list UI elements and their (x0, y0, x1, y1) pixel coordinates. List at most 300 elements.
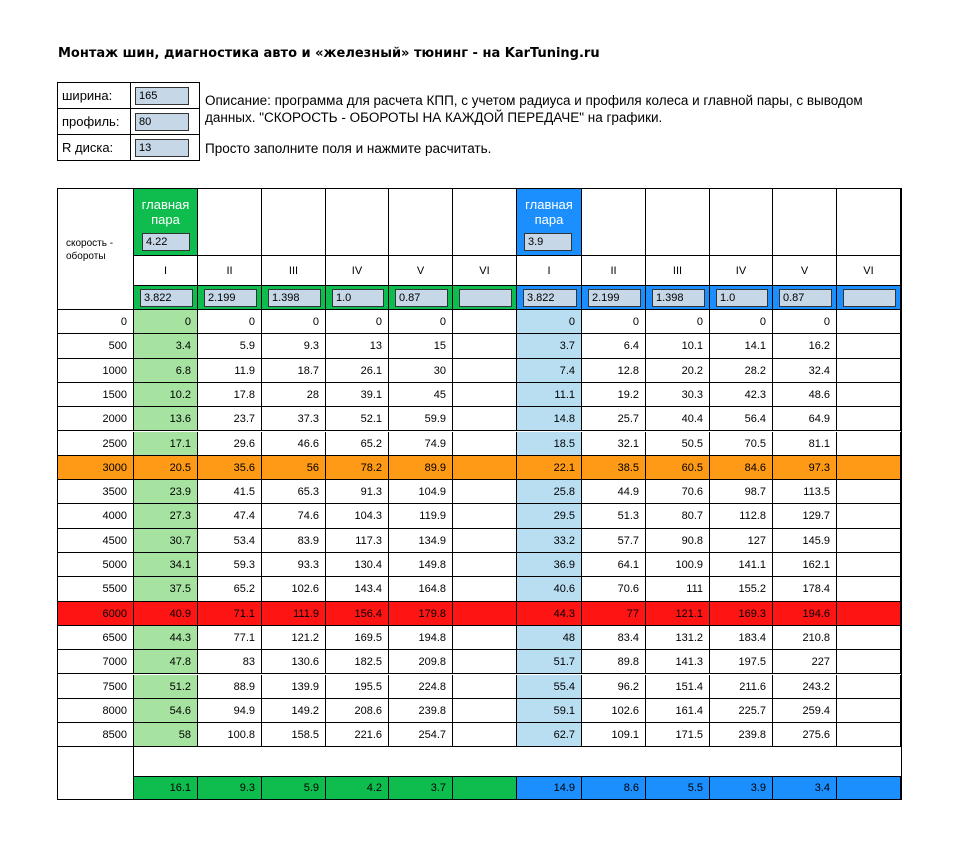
speed-cell: 275.6 (773, 723, 837, 747)
rpm-cell: 3000 (58, 456, 134, 480)
speed-cell: 55.4 (517, 675, 582, 699)
speed-cell (837, 699, 901, 723)
speed-cell: 56.4 (710, 407, 773, 431)
speed-cell: 65.2 (198, 577, 262, 601)
speed-cell: 119.9 (389, 504, 453, 528)
speed-cell: 32.1 (582, 432, 646, 456)
speed-cell: 224.8 (389, 675, 453, 699)
gear-label-VI: VI (837, 256, 901, 286)
speed-cell: 143.4 (326, 577, 389, 601)
profile-input[interactable]: 80 (135, 113, 189, 131)
speed-cell: 52.1 (326, 407, 389, 431)
speed-cell: 25.7 (582, 407, 646, 431)
footer-step-cell: 3.9 (710, 776, 773, 799)
rpm-cell: 4500 (58, 529, 134, 553)
gear-label-V: V (773, 256, 837, 286)
speed-cell (837, 723, 901, 747)
speed-cell: 164.8 (389, 577, 453, 601)
speed-cell: 44.3 (517, 602, 582, 626)
gear-label-IV: IV (326, 256, 389, 286)
gear-ratio-input[interactable]: 0.87 (779, 289, 832, 307)
gear-ratio-input[interactable]: 1.0 (716, 289, 768, 307)
speed-cell: 74.9 (389, 432, 453, 456)
width-label: ширина: (58, 83, 131, 109)
gear-label-I: I (134, 256, 198, 286)
gear-label-I: I (517, 256, 582, 286)
right-main-pair-input[interactable]: 3.9 (524, 233, 572, 251)
speed-cell: 32.4 (773, 359, 837, 383)
speed-cell (453, 553, 517, 577)
speed-cell: 239.8 (389, 699, 453, 723)
speed-cell: 20.5 (134, 456, 198, 480)
left-main-pair-input[interactable]: 4.22 (142, 233, 190, 251)
speed-cell: 3.4 (134, 334, 198, 358)
speed-cell: 84.6 (710, 456, 773, 480)
speed-cell: 44.3 (134, 626, 198, 650)
speed-cell: 197.5 (710, 650, 773, 674)
speed-cell: 0 (517, 310, 582, 334)
gear-ratio-input[interactable] (843, 289, 896, 307)
speed-cell: 59.1 (517, 699, 582, 723)
speed-cell: 47.4 (198, 504, 262, 528)
header-empty-cell (582, 189, 646, 256)
instruction-text: Просто заполните поля и нажмите расчитать. (205, 141, 492, 156)
speed-cell: 97.3 (773, 456, 837, 480)
speed-cell: 11.9 (198, 359, 262, 383)
speed-cell: 239.8 (710, 723, 773, 747)
profile-label: профиль: (58, 109, 131, 135)
speed-cell: 29.6 (198, 432, 262, 456)
speed-cell: 23.7 (198, 407, 262, 431)
speed-cell: 51.2 (134, 675, 198, 699)
speed-cell: 134.9 (389, 529, 453, 553)
speed-cell: 50.5 (646, 432, 710, 456)
footer-step-cell: 4.2 (326, 776, 389, 799)
corner-label: скорость - обороты (66, 238, 114, 262)
speed-cell (837, 529, 901, 553)
speed-cell: 18.7 (262, 359, 326, 383)
speed-cell: 149.8 (389, 553, 453, 577)
speed-cell (837, 432, 901, 456)
speed-cell: 94.9 (198, 699, 262, 723)
speed-cell: 17.1 (134, 432, 198, 456)
param-row-profile (58, 109, 200, 135)
gear-ratio-input[interactable]: 2.199 (204, 289, 257, 307)
param-row-width (58, 83, 200, 109)
speed-cell: 40.6 (517, 577, 582, 601)
speed-cell (837, 577, 901, 601)
speed-cell: 81.1 (773, 432, 837, 456)
speed-cell: 15 (389, 334, 453, 358)
rpm-cell: 0 (58, 310, 134, 334)
param-row-rim (58, 135, 200, 161)
speed-cell: 169.3 (710, 602, 773, 626)
speed-cell: 100.9 (646, 553, 710, 577)
speed-cell: 37.3 (262, 407, 326, 431)
speed-cell (837, 456, 901, 480)
speed-cell: 179.8 (389, 602, 453, 626)
speed-cell: 33.2 (517, 529, 582, 553)
speed-cell: 129.7 (773, 504, 837, 528)
speed-cell: 131.2 (646, 626, 710, 650)
rpm-cell: 5500 (58, 577, 134, 601)
speed-cell: 0 (582, 310, 646, 334)
rpm-cell: 6500 (58, 626, 134, 650)
speed-cell: 12.8 (582, 359, 646, 383)
speed-cell: 89.8 (582, 650, 646, 674)
speed-cell: 77 (582, 602, 646, 626)
speed-cell (837, 650, 901, 674)
speed-cell: 39.1 (326, 383, 389, 407)
rpm-cell: 8000 (58, 699, 134, 723)
speed-cell: 83.9 (262, 529, 326, 553)
gear-ratio-input[interactable]: 1.398 (268, 289, 321, 307)
speed-cell: 91.3 (326, 480, 389, 504)
speed-cell: 54.6 (134, 699, 198, 723)
speed-cell: 30.7 (134, 529, 198, 553)
speed-cell (837, 383, 901, 407)
speed-cell (453, 675, 517, 699)
speed-cell: 78.2 (326, 456, 389, 480)
gear-ratio-input[interactable]: 1.398 (652, 289, 705, 307)
speed-cell: 40.9 (134, 602, 198, 626)
gear-ratio-input[interactable]: 3.822 (523, 289, 577, 307)
speed-cell: 38.5 (582, 456, 646, 480)
speed-cell: 27.3 (134, 504, 198, 528)
speed-cell: 98.7 (710, 480, 773, 504)
rpm-cell: 6000 (58, 602, 134, 626)
speed-cell: 6.8 (134, 359, 198, 383)
speed-cell: 117.3 (326, 529, 389, 553)
footer-step-cell: 14.9 (517, 776, 582, 799)
speed-cell: 0 (773, 310, 837, 334)
speed-cell: 141.1 (710, 553, 773, 577)
speed-cell: 60.5 (646, 456, 710, 480)
speed-cell: 243.2 (773, 675, 837, 699)
speed-cell: 130.4 (326, 553, 389, 577)
speed-cell (837, 334, 901, 358)
gear-label-VI: VI (453, 256, 517, 286)
speed-cell (837, 553, 901, 577)
speed-cell: 221.6 (326, 723, 389, 747)
speed-cell: 59.3 (198, 553, 262, 577)
speed-cell: 194.8 (389, 626, 453, 650)
speed-cell (453, 626, 517, 650)
speed-cell (453, 310, 517, 334)
speed-cell (453, 529, 517, 553)
speed-cell: 111 (646, 577, 710, 601)
speed-cell: 37.5 (134, 577, 198, 601)
rim-label: R диска: (58, 135, 131, 161)
speed-cell: 111.9 (262, 602, 326, 626)
speed-cell: 209.8 (389, 650, 453, 674)
speed-cell: 71.1 (198, 602, 262, 626)
speed-cell: 65.2 (326, 432, 389, 456)
header-empty-cell (326, 189, 389, 256)
corner-label-cell (58, 189, 134, 310)
footer-step-cell: 16.1 (134, 776, 198, 799)
main-pair-label: главная пара (525, 197, 573, 227)
speed-cell: 141.3 (646, 650, 710, 674)
speed-cell: 7.4 (517, 359, 582, 383)
speed-cell: 161.4 (646, 699, 710, 723)
speed-cell (453, 456, 517, 480)
speed-cell: 62.7 (517, 723, 582, 747)
speed-cell: 70.5 (710, 432, 773, 456)
speed-cell: 77.1 (198, 626, 262, 650)
speed-cell: 44.9 (582, 480, 646, 504)
footer-step-cell: 3.4 (773, 776, 837, 799)
speed-cell: 13.6 (134, 407, 198, 431)
speed-cell: 112.8 (710, 504, 773, 528)
speed-cell: 194.6 (773, 602, 837, 626)
gear-label-II: II (198, 256, 262, 286)
speed-cell: 0 (646, 310, 710, 334)
speed-cell: 6.4 (582, 334, 646, 358)
speed-cell: 158.5 (262, 723, 326, 747)
speed-cell: 18.5 (517, 432, 582, 456)
speed-cell: 17.8 (198, 383, 262, 407)
speed-cell: 227 (773, 650, 837, 674)
speed-cell: 102.6 (262, 577, 326, 601)
footer-step-cell: 5.9 (262, 776, 326, 799)
header-empty-cell (389, 189, 453, 256)
speed-cell (453, 480, 517, 504)
speed-cell: 48.6 (773, 383, 837, 407)
footer-step-cell: 5.5 (646, 776, 710, 799)
speed-cell: 30.3 (646, 383, 710, 407)
speed-cell: 22.1 (517, 456, 582, 480)
rpm-cell: 8500 (58, 723, 134, 747)
header-empty-cell (262, 189, 326, 256)
speed-cell: 29.5 (517, 504, 582, 528)
rpm-cell: 5000 (58, 553, 134, 577)
speed-cell: 127 (710, 529, 773, 553)
speed-cell: 96.2 (582, 675, 646, 699)
speed-cell: 30 (389, 359, 453, 383)
speed-cell: 210.8 (773, 626, 837, 650)
speed-cell: 0 (134, 310, 198, 334)
speed-cell: 46.6 (262, 432, 326, 456)
speed-cell: 16.2 (773, 334, 837, 358)
footer-step-cell (837, 776, 901, 799)
speed-cell (837, 675, 901, 699)
speed-cell: 0 (389, 310, 453, 334)
rpm-cell: 4000 (58, 504, 134, 528)
speed-cell: 23.9 (134, 480, 198, 504)
speed-cell: 11.1 (517, 383, 582, 407)
speed-cell: 121.1 (646, 602, 710, 626)
speed-cell: 3.7 (517, 334, 582, 358)
speed-cell (837, 504, 901, 528)
speed-cell: 0 (198, 310, 262, 334)
speed-cell: 35.6 (198, 456, 262, 480)
speed-cell: 74.6 (262, 504, 326, 528)
speed-cell: 149.2 (262, 699, 326, 723)
speed-cell (837, 359, 901, 383)
speed-cell: 178.4 (773, 577, 837, 601)
speed-cell: 70.6 (646, 480, 710, 504)
speed-cell: 42.3 (710, 383, 773, 407)
gear-label-III: III (262, 256, 326, 286)
speed-cell: 47.8 (134, 650, 198, 674)
description (205, 92, 885, 171)
speed-cell: 45 (389, 383, 453, 407)
speed-cell: 28 (262, 383, 326, 407)
speed-cell: 225.7 (710, 699, 773, 723)
speed-cell (453, 699, 517, 723)
speed-cell: 93.3 (262, 553, 326, 577)
speed-cell: 34.1 (134, 553, 198, 577)
gear-label-IV: IV (710, 256, 773, 286)
speed-cell (453, 723, 517, 747)
rpm-cell: 500 (58, 334, 134, 358)
main-pair-label: главная пара (141, 197, 190, 227)
speed-cell: 169.5 (326, 626, 389, 650)
speed-cell: 83 (198, 650, 262, 674)
gear-ratio-input[interactable]: 0.87 (395, 289, 448, 307)
speed-cell: 182.5 (326, 650, 389, 674)
footer-step-cell: 8.6 (582, 776, 646, 799)
speed-cell: 162.1 (773, 553, 837, 577)
footer-step-cell: 9.3 (198, 776, 262, 799)
speed-cell: 0 (262, 310, 326, 334)
speed-cell (453, 432, 517, 456)
header-empty-cell (837, 189, 901, 256)
speed-cell: 25.8 (517, 480, 582, 504)
speed-cell: 58 (134, 723, 198, 747)
wheel-params-table (57, 82, 200, 161)
speed-cell: 254.7 (389, 723, 453, 747)
speed-cell: 88.9 (198, 675, 262, 699)
gear-ratio-input[interactable] (459, 289, 512, 307)
speed-cell: 14.8 (517, 407, 582, 431)
speed-cell: 59.9 (389, 407, 453, 431)
rpm-cell: 1000 (58, 359, 134, 383)
speed-cell: 100.8 (198, 723, 262, 747)
gear-ratio-input[interactable]: 1.0 (332, 289, 384, 307)
speed-cell: 183.4 (710, 626, 773, 650)
speed-cell (453, 407, 517, 431)
speed-cell: 70.6 (582, 577, 646, 601)
speed-cell: 90.8 (646, 529, 710, 553)
speed-cell: 64.9 (773, 407, 837, 431)
speed-cell (453, 334, 517, 358)
speed-cell (837, 626, 901, 650)
speed-cell: 89.9 (389, 456, 453, 480)
width-input[interactable]: 165 (135, 87, 189, 105)
header-empty-cell (198, 189, 262, 256)
speed-cell (453, 359, 517, 383)
speed-cell: 26.1 (326, 359, 389, 383)
speed-cell: 208.6 (326, 699, 389, 723)
footer-step-cell (453, 776, 517, 799)
gear-ratio-input[interactable]: 2.199 (588, 289, 641, 307)
speed-cell: 57.7 (582, 529, 646, 553)
rpm-cell: 7500 (58, 675, 134, 699)
speed-cell: 28.2 (710, 359, 773, 383)
gearbox-speed-table (57, 188, 902, 800)
gear-ratio-input[interactable]: 3.822 (140, 289, 193, 307)
rpm-cell: 2500 (58, 432, 134, 456)
speed-cell: 151.4 (646, 675, 710, 699)
speed-cell (837, 407, 901, 431)
speed-cell: 83.4 (582, 626, 646, 650)
speed-cell (837, 310, 901, 334)
speed-cell: 259.4 (773, 699, 837, 723)
speed-cell (837, 480, 901, 504)
header-empty-cell (646, 189, 710, 256)
speed-cell: 41.5 (198, 480, 262, 504)
page-title: Монтаж шин, диагностика авто и «железный» тюнинг - на KarTuning.ru (58, 46, 600, 61)
speed-cell: 36.9 (517, 553, 582, 577)
speed-cell: 20.2 (646, 359, 710, 383)
speed-cell (453, 650, 517, 674)
speed-cell: 0 (326, 310, 389, 334)
speed-cell: 10.2 (134, 383, 198, 407)
speed-cell: 104.9 (389, 480, 453, 504)
speed-cell (453, 602, 517, 626)
speed-cell: 40.4 (646, 407, 710, 431)
rpm-cell: 2000 (58, 407, 134, 431)
speed-cell: 65.3 (262, 480, 326, 504)
rpm-cell: 3500 (58, 480, 134, 504)
gear-label-III: III (646, 256, 710, 286)
speed-cell: 155.2 (710, 577, 773, 601)
gear-label-II: II (582, 256, 646, 286)
header-empty-cell (773, 189, 837, 256)
rpm-cell: 7000 (58, 650, 134, 674)
gear-label-V: V (389, 256, 453, 286)
speed-cell: 51.7 (517, 650, 582, 674)
speed-cell: 113.5 (773, 480, 837, 504)
speed-cell: 130.6 (262, 650, 326, 674)
speed-cell: 211.6 (710, 675, 773, 699)
speed-cell: 48 (517, 626, 582, 650)
rpm-cell: 1500 (58, 383, 134, 407)
speed-cell: 51.3 (582, 504, 646, 528)
speed-cell: 156.4 (326, 602, 389, 626)
description-text: Описание: программа для расчета КПП, с учетом радиуса и профиля колеса и главной пары, с выводом данных. "СКОРОСТЬ - ОБОРОТЫ НА КАЖДОЙ ПЕРЕДАЧЕ" на графики. (205, 93, 863, 125)
speed-cell: 10.1 (646, 334, 710, 358)
speed-cell: 13 (326, 334, 389, 358)
blank-row-cell (134, 747, 901, 776)
rim-input[interactable]: 13 (135, 139, 189, 157)
speed-cell: 56 (262, 456, 326, 480)
speed-cell: 53.4 (198, 529, 262, 553)
speed-cell: 5.9 (198, 334, 262, 358)
speed-cell: 104.3 (326, 504, 389, 528)
speed-cell: 9.3 (262, 334, 326, 358)
speed-cell: 121.2 (262, 626, 326, 650)
speed-cell: 102.6 (582, 699, 646, 723)
header-empty-cell (453, 189, 517, 256)
speed-cell: 195.5 (326, 675, 389, 699)
speed-cell: 0 (710, 310, 773, 334)
speed-cell (453, 577, 517, 601)
speed-cell: 80.7 (646, 504, 710, 528)
speed-cell: 19.2 (582, 383, 646, 407)
speed-cell: 14.1 (710, 334, 773, 358)
footer-step-cell: 3.7 (389, 776, 453, 799)
speed-cell (837, 602, 901, 626)
speed-cell: 145.9 (773, 529, 837, 553)
speed-cell: 171.5 (646, 723, 710, 747)
speed-cell: 109.1 (582, 723, 646, 747)
speed-cell (453, 504, 517, 528)
speed-cell (453, 383, 517, 407)
speed-cell: 139.9 (262, 675, 326, 699)
